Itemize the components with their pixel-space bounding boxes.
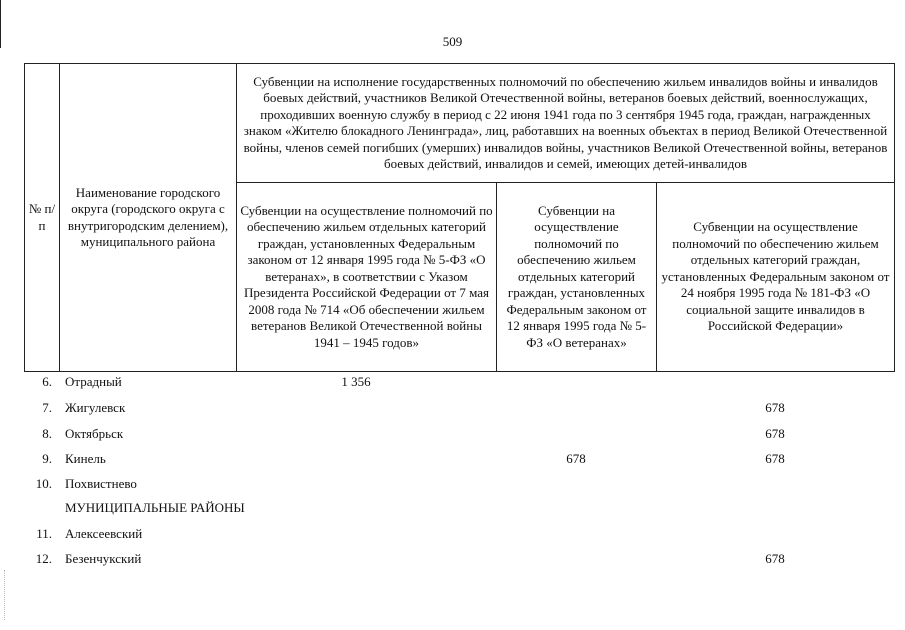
name-column-header: Наименование городского округа (городского округа с внутригородским делением), муниципального района [60, 64, 237, 372]
row-number: 12. [35, 551, 52, 566]
table-row [0, 426, 905, 446]
num-column-header: № п/п [25, 64, 60, 372]
row-number: 10. [35, 476, 52, 491]
subvention-column-1-header: Субвенции на осуществление полномочий по обеспечению жильем отдельных категорий граждан, установленных Федеральным законом от 12 января 1995 года № 5-ФЗ «О ветеранах», в соответствии с Указом Президента Российской Федерации от 7 мая 2008 года № 714 «Об обеспечении жильем ветеранов Великой Отечественной войны 1941 – 1945 годов» [237, 183, 497, 372]
municipality-name: Похвистнево [65, 476, 137, 491]
group-header: Субвенции на исполнение государственных полномочий по обеспечению жильем инвалидов войны и инвалидов боевых действий, участников Великой Отечественной войны, ветеранов боевых действий, военнослужащих, проходивших военную службу в период с 22 июня 1941 года по 3 сентября 1945 года, граждан, награжденных знаком «Жителю блокадного Ленинграда», лиц, работавших на военных объектах в период Великой Отечественной войны, членов семей погибших (умерших) инвалидов войны, участников Великой Отечественной войны, ветеранов боевых действий, инвалидов и семей, имеющих детей-инвалидов [237, 64, 895, 183]
scan-artifact [4, 570, 7, 620]
value-col-3: 678 [765, 451, 785, 466]
table-row [0, 451, 905, 471]
subvention-column-3-header: Субвенции на осуществление полномочий по обеспечению жильем отдельных категорий граждан, установленных Федеральным законом от 24 ноября 1995 года № 181-ФЗ «О социальной защите инвалидов в Российской Федерации» [657, 183, 895, 372]
page-number: 509 [442, 34, 463, 49]
municipality-name: Жигулевск [65, 400, 126, 415]
subvention-column-2-header: Субвенции на осуществление полномочий по обеспечению жильем отдельных категорий граждан, установленных Федеральным законом от 12 января 1995 года № 5-ФЗ «О ветеранах» [497, 183, 657, 372]
value-col-3: 678 [765, 551, 785, 566]
section-title: МУНИЦИПАЛЬНЫЕ РАЙОНЫ [65, 500, 245, 515]
value-col-2: 678 [566, 451, 586, 466]
table-row [0, 374, 905, 394]
municipality-name: Алексеевский [65, 526, 143, 541]
row-number: 11. [36, 526, 52, 541]
row-number: 6. [42, 374, 52, 389]
table-row [0, 476, 905, 496]
value-col-3: 678 [765, 400, 785, 415]
row-number: 7. [42, 400, 52, 415]
value-col-3: 678 [765, 426, 785, 441]
municipality-name: Октябрьск [65, 426, 124, 441]
header-table [24, 63, 895, 372]
table-row [0, 526, 905, 546]
value-col-1: 1 356 [341, 374, 371, 389]
municipality-name: Отрадный [65, 374, 122, 389]
table-row [0, 551, 905, 571]
municipality-name: Кинель [65, 451, 106, 466]
table-row [0, 400, 905, 420]
row-number: 8. [42, 426, 52, 441]
row-number: 9. [42, 451, 52, 466]
municipality-name: Безенчукский [65, 551, 142, 566]
